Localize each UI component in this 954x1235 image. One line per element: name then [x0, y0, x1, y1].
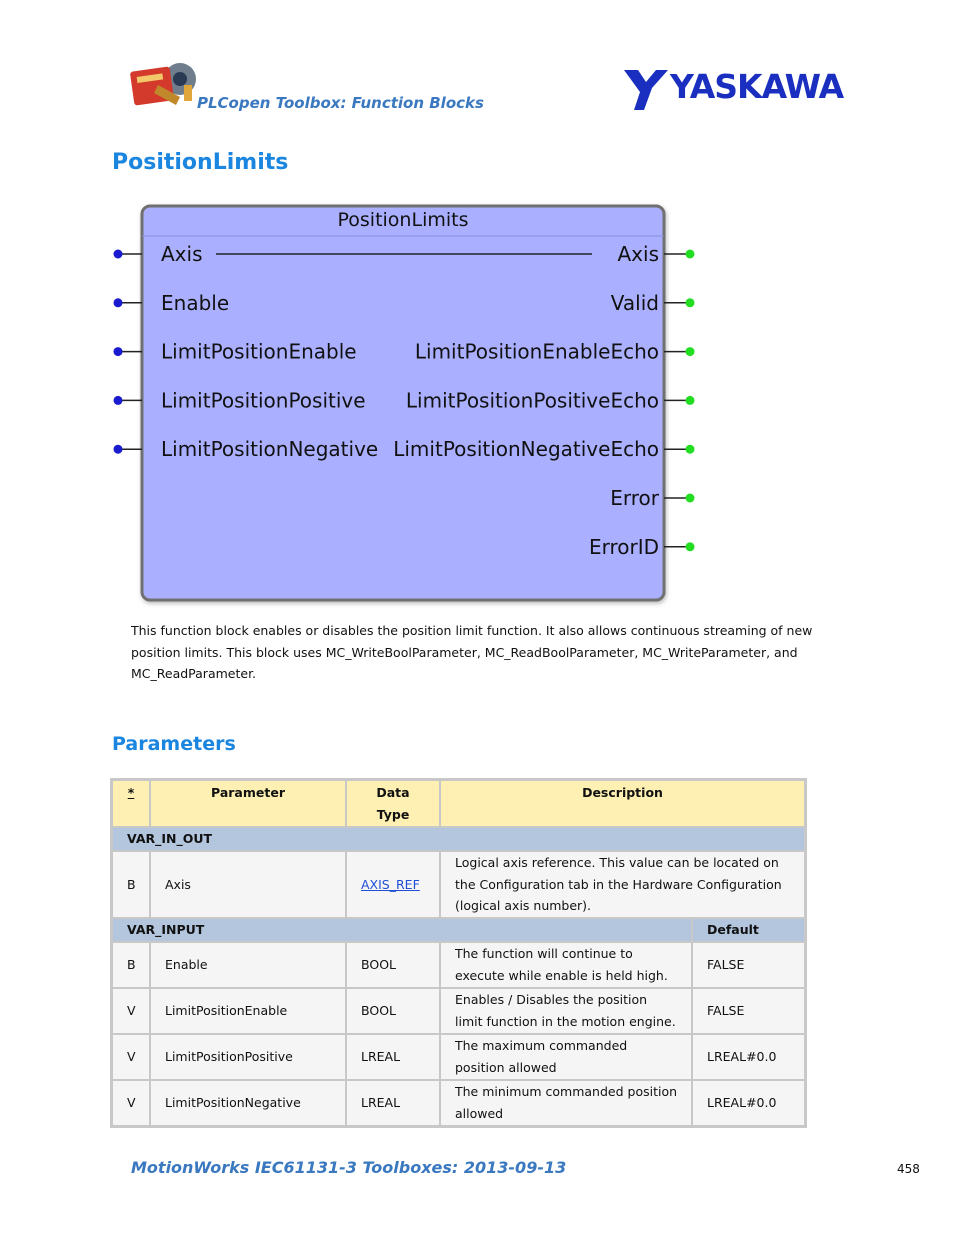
- brand-logo-text: YASKAWA: [670, 67, 844, 106]
- row-description: The maximum commanded position allowed: [440, 1034, 692, 1080]
- input-pin-label: LimitPositionEnable: [161, 339, 357, 364]
- input-pin-label: Axis: [161, 242, 203, 266]
- input-pin-label: Enable: [161, 290, 230, 315]
- row-type: BOOL: [346, 988, 440, 1034]
- output-pin-dot: [686, 445, 695, 454]
- row-star: V: [112, 1080, 150, 1126]
- block-title: PositionLimits: [337, 209, 469, 231]
- header-description: Description: [440, 780, 805, 827]
- row-parameter: Axis: [150, 851, 346, 918]
- function-block-diagram: [108, 196, 708, 608]
- row-default: LREAL#0.0: [692, 1034, 805, 1080]
- input-pin-label: LimitPositionPositive: [161, 388, 366, 413]
- row-star: V: [112, 988, 150, 1034]
- output-pin-label: Valid: [610, 290, 659, 315]
- input-pin-dot: [114, 250, 123, 259]
- section-var-in-out: [112, 827, 805, 851]
- table-row: [112, 988, 805, 1034]
- input-pin-dot: [114, 298, 123, 307]
- output-pin-label: ErrorID: [588, 534, 659, 559]
- row-default: FALSE: [692, 942, 805, 988]
- header-parameter: Parameter: [150, 780, 346, 827]
- plcopen-toolbox-logo: [128, 55, 200, 111]
- row-parameter: LimitPositionPositive: [150, 1034, 346, 1080]
- table-row: [112, 1080, 805, 1126]
- default-header: Default: [692, 918, 805, 942]
- page-number: 458: [897, 1162, 920, 1176]
- footer-text: MotionWorks IEC61131-3 Toolboxes: 2013-09-13: [131, 1158, 567, 1177]
- axis-ref-link[interactable]: AXIS_REF: [361, 876, 420, 892]
- section-var-input: [112, 918, 805, 942]
- row-star: V: [112, 1034, 150, 1080]
- header-data-type: Data Type: [346, 780, 440, 827]
- row-star: B: [112, 851, 150, 918]
- header-star: *: [112, 780, 150, 827]
- output-pin-dot: [686, 250, 695, 259]
- header-subtitle: PLCopen Toolbox: Function Blocks: [197, 94, 484, 112]
- table-row: [112, 851, 805, 918]
- row-star: B: [112, 942, 150, 988]
- input-pin-dot: [114, 347, 123, 356]
- output-pin-dot: [686, 396, 695, 405]
- row-type: BOOL: [346, 942, 440, 988]
- section-title: Parameters: [112, 733, 236, 755]
- yaskawa-logo: [622, 66, 844, 112]
- page-title: PositionLimits: [112, 150, 289, 175]
- input-pin-dot: [114, 445, 123, 454]
- output-pin-label: LimitPositionEnableEcho: [414, 339, 659, 364]
- row-parameter: LimitPositionNegative: [150, 1080, 346, 1126]
- row-description: Logical axis reference. This value can be located on the Configuration tab in the Hardware Configuration (logical axis number).: [440, 851, 805, 918]
- output-pin-dot: [686, 494, 695, 503]
- output-pin-label: Error: [610, 486, 659, 510]
- input-pin-label: LimitPositionNegative: [161, 437, 379, 462]
- row-description: Enables / Disables the position limit function in the motion engine.: [440, 988, 692, 1034]
- row-parameter: LimitPositionEnable: [150, 988, 346, 1034]
- input-pin-dot: [114, 396, 123, 405]
- table-row: [112, 1034, 805, 1080]
- parameters-table: [110, 778, 807, 1128]
- row-description: The function will continue to execute while enable is held high.: [440, 942, 692, 988]
- output-pin-label: LimitPositionNegativeEcho: [393, 437, 659, 462]
- row-default: LREAL#0.0: [692, 1080, 805, 1126]
- table-row: [112, 942, 805, 988]
- output-pin-dot: [686, 298, 695, 307]
- var-input-label: VAR_INPUT: [112, 918, 692, 942]
- output-pin-dot: [686, 542, 695, 551]
- output-pin-label: LimitPositionPositiveEcho: [405, 388, 659, 413]
- row-type: [346, 851, 440, 918]
- row-type: LREAL: [346, 1080, 440, 1126]
- row-description: The minimum commanded position allowed: [440, 1080, 692, 1126]
- row-type: LREAL: [346, 1034, 440, 1080]
- output-pin-dot: [686, 347, 695, 356]
- block-description: This function block enables or disables the position limit function. It also allows continuous streaming of new position limits. This block uses MC_WriteBoolParameter, MC_ReadBoolParameter, MC_WriteParameter, and MC_ReadParameter.: [131, 623, 813, 681]
- row-default: FALSE: [692, 988, 805, 1034]
- table-header-row: [112, 780, 805, 827]
- row-parameter: Enable: [150, 942, 346, 988]
- output-pin-label: Axis: [617, 242, 659, 266]
- var-in-out-label: VAR_IN_OUT: [112, 827, 805, 851]
